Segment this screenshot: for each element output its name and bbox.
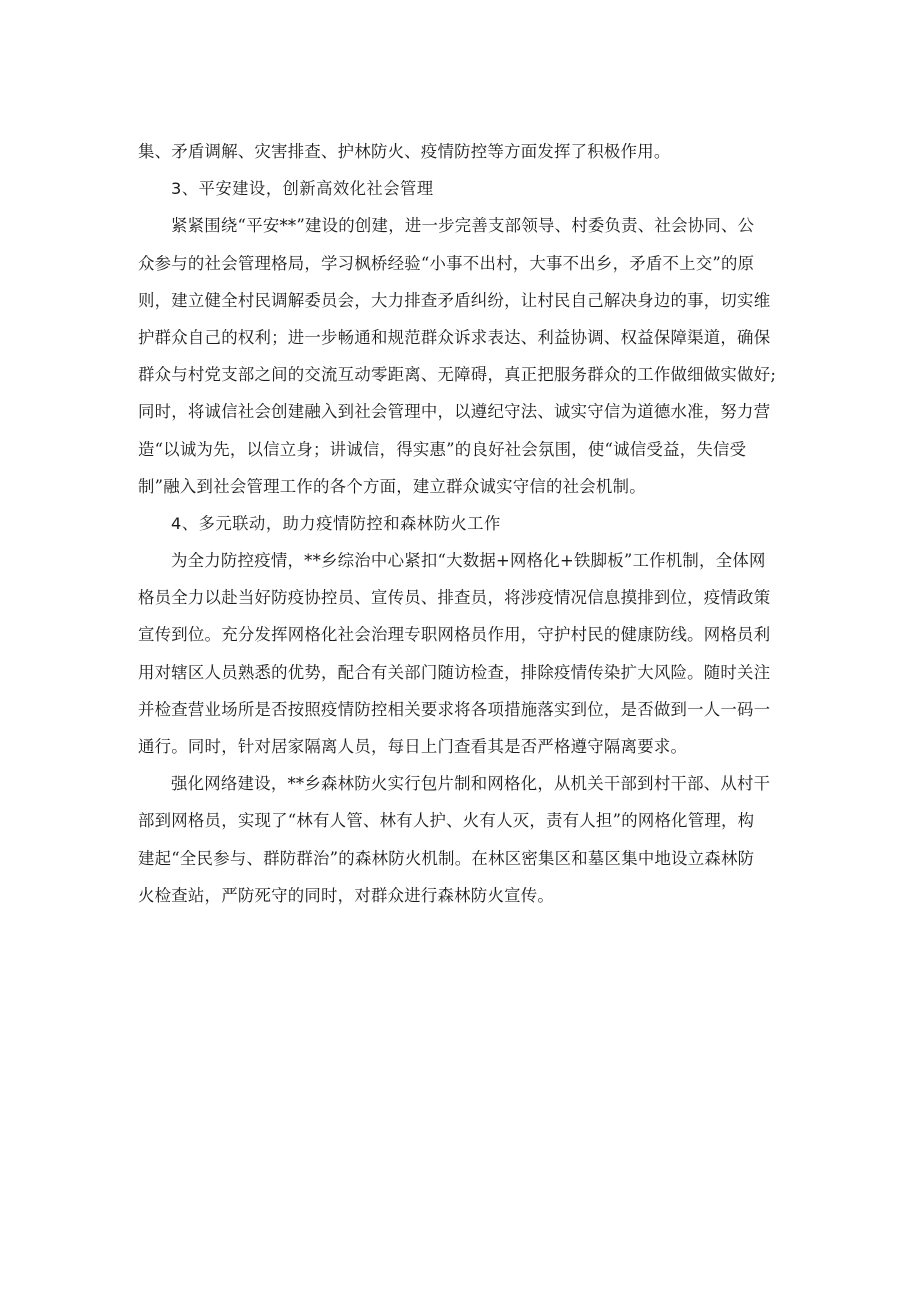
- text-line: 建起“全民参与、群防群治”的森林防火机制。在林区密集区和墓区集中地设立森林防: [138, 848, 755, 868]
- paragraph-forest-fire-prevention: [138, 765, 784, 914]
- text-line: 同时，将诚信社会创建融入到社会管理中，以遵纪守法、诚实守信为道德水准，努力营: [138, 402, 771, 422]
- text-line: 通行。同时，针对居家隔离人员，每日上门查看其是否严格遵守隔离要求。: [138, 737, 688, 756]
- paragraph-safety-construction: [138, 207, 784, 505]
- text-line: 部到网格员，实现了“林有人管、林有人护、火有人灭，责有人担”的网格化管理，构: [138, 811, 755, 831]
- text-line: 紧紧围绕“平安**”建设的创建，进一步完善支部领导、村委负责、社会协同、公: [171, 216, 755, 236]
- text-line: 护群众自己的权利；进一步畅通和规范群众诉求表达、利益协调、权益保障渠道，确保: [138, 327, 771, 347]
- section-heading-3: 3、平安建设，创新高效化社会管理: [171, 179, 434, 199]
- text-line: 火检查站，严防死守的同时，对群众进行森林防火宣传。: [138, 885, 555, 905]
- text-line: 制”融入到社会管理工作的各个方面，建立群众诚实守信的社会机制。: [138, 476, 646, 496]
- paragraph-continuation: [138, 133, 784, 170]
- text-line: 格员全力以赴当好防疫协控员、宣传员、排查员，将涉疫情况信息摸排到位，疫情政策: [138, 588, 771, 608]
- text-line: 群众与村党支部之间的交流互动零距离、无障碍，真正把服务群众的工作做细做实做好;: [138, 365, 777, 385]
- document-page: [138, 133, 784, 914]
- text-line: 用对辖区人员熟悉的优势，配合有关部门随访检查，排除疫情传染扩大风险。随时关注: [138, 662, 771, 682]
- text-line: 宣传到位。充分发挥网格化社会治理专职网格员作用，守护村民的健康防线。网格员利: [138, 625, 771, 645]
- text-line: 并检查营业场所是否按照疫情防控相关要求将各项措施落实到位，是否做到一人一码一: [138, 699, 771, 719]
- text-line: 则，建立健全村民调解委员会，大力排查矛盾纠纷，让村民自己解决身边的事，切实维: [138, 290, 771, 310]
- text-line: 造“以诚为先，以信立身；讲诚信，得实惠”的良好社会氛围，使“诚信受益，失信受: [138, 439, 747, 459]
- paragraph-epidemic-prevention: [138, 542, 784, 765]
- text-line: 为全力防控疫情，**乡综治中心紧扣“大数据+网格化+铁脚板”工作机制，全体网: [171, 551, 766, 571]
- section-heading-4: 4、多元联动，助力疫情防控和森林防火工作: [171, 513, 501, 533]
- text-line: 强化网络建设，**乡森林防火实行包片制和网格化，从机关干部到村干部、从村干: [171, 774, 771, 794]
- text-line: 集、矛盾调解、灾害排查、护林防火、疫情防控等方面发挥了积极作用。: [138, 142, 671, 161]
- text-line: 众参与的社会管理格局，学习枫桥经验“小事不出村，大事不出乡，矛盾不上交”的原: [138, 253, 755, 273]
